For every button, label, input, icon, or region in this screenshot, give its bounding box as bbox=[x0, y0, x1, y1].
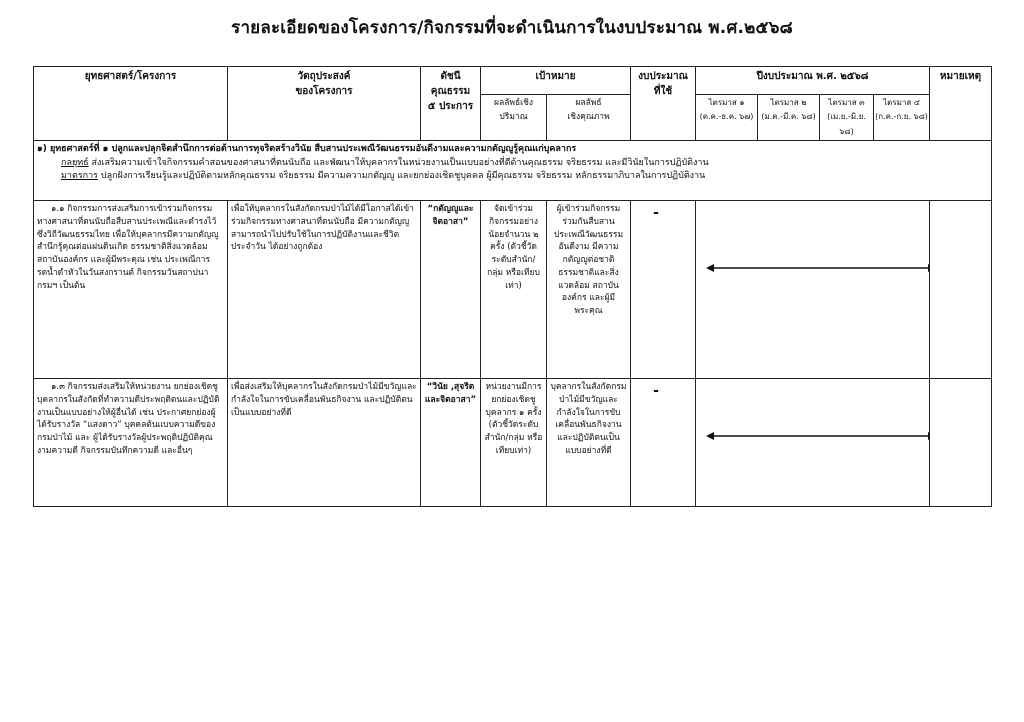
index-cell: “วินัย ,สุจริต และจิตอาสา” bbox=[421, 379, 481, 507]
header-outcome-quality: ผลลัพธ์ เชิงคุณภาพ bbox=[547, 95, 631, 141]
header-objective: วัตถุประสงค์ ของโครงการ bbox=[228, 67, 421, 141]
remarks-cell bbox=[930, 379, 992, 507]
remarks-cell bbox=[930, 201, 992, 379]
project-cell: ๑.๓ กิจกรรมส่งเสริมให้หน่วยงาน ยกย่องเชิดชูบุคลากรในสังกัดที่ทำความดีประพฤติตนและปฏิบัติงานเป็นแบบอย่างให้ผู้อื่นได้ เช่น ประกาศยกย่องผู้ได้รับรางวัล “แสงดาว” บุคคลต้นแบบความดีของกรมป่าไม้ และ ผู้ได้รับรางวัลผู้ประพฤติปฏิบัติคุณงามความดี กิจกรรมบันทึกความดี และอื่นๆ bbox=[34, 379, 228, 507]
header-quarter-1: ไตรมาส ๑ (ต.ค.-ธ.ค. ๖๗) bbox=[696, 95, 758, 141]
timeline-cell bbox=[696, 201, 930, 379]
measure-line: มาตรการ ปลูกฝังการเรียนรู้และปฏิบัติตามหลักคุณธรรม จริยธรรม มีความความกตัญญู และยกย่องเชิดชูบุคคล ผู้มีคุณธรรม จริยธรรม หลักธรรมาภิบาลในการปฏิบัติงาน bbox=[61, 171, 706, 182]
header-remarks: หมายเหตุ bbox=[930, 67, 992, 141]
header-output-quantity: ผลลัพธ์เชิง ปริมาณ bbox=[481, 95, 547, 141]
project-table bbox=[33, 66, 992, 507]
header-fiscal-year: ปีงบประมาณ พ.ศ. ๒๕๖๘ bbox=[696, 67, 930, 95]
project-cell: ๑.๑ กิจกรรมการส่งเสริมการเข้าร่วมกิจกรรมทางศาสนาที่ตนนับถือสืบสานประเพณีและดำรงไว้ซึ่งวิถีวัฒนธรรมไทย เพื่อให้บุคลากรมีความกตัญญู สำนึกรู้คุณต่อแผ่นดินเกิด ธรรมชาติสิ่งแวดล้อม สถาบันองค์กร และผู้มีพระคุณ เช่น ประเพณีการรดน้ำดำหัวในวันสงกรานต์ กิจกรรมวันสถาปนากรมฯ เป็นต้น bbox=[34, 201, 228, 379]
header-quarter-4: ไตรมาส ๔ (ก.ค.-ก.ย. ๖๘) bbox=[874, 95, 930, 141]
outcome-cell: บุคลากรในสังกัดกรมป่าไม้มีขวัญและกำลังใจในการขับเคลื่อนพันธกิจงาน และปฏิบัติตนเป็นแบบอย่างที่ดี bbox=[547, 379, 631, 507]
header-budget: งบประมาณ ที่ใช้ bbox=[631, 67, 696, 141]
header-target: เป้าหมาย bbox=[481, 67, 631, 95]
budget-cell: - bbox=[631, 379, 696, 507]
objective-cell: เพื่อให้บุคลากรในสังกัดกรมป่าไม้ได้มีโอกาสได้เข้าร่วมกิจกรรมทางศาสนาที่ตนนับถือ มีความกตัญญู สามารถนำไปปรับใช้ในการปฏิบัติงานและชีวิตประจำวัน ได้อย่างถูกต้อง bbox=[228, 201, 421, 379]
outcome-cell: ผู้เข้าร่วมกิจกรรมร่วมกันสืบสานประเพณีวัฒนธรรมอันดีงาม มีความกตัญญูต่อชาติ ธรรมชาติและสิ่งแวดล้อม สถาบันองค์กร และผู้มีพระคุณ bbox=[547, 201, 631, 379]
table-row bbox=[34, 379, 992, 507]
header-ethics-index: ดัชนี คุณธรรม ๕ ประการ bbox=[421, 67, 481, 141]
timeline-cell bbox=[696, 379, 930, 507]
timeline-arrow bbox=[706, 263, 930, 273]
table-row bbox=[34, 201, 992, 379]
strategy-section bbox=[34, 141, 992, 201]
header-quarter-3: ไตรมาส ๓ (เม.ย.-มิ.ย. ๖๘) bbox=[820, 95, 874, 141]
header-strategy-project: ยุทธศาสตร์/โครงการ bbox=[34, 67, 228, 141]
strategy-heading: ๑) ยุทธศาสตร์ที่ ๑ ปลูกและปลุกจิตสำนึกการต่อต้านการทุจริตสร้างวินัย สืบสานประเพณีวัฒนธรรมอันดีงามและความกตัญญูรู้คุณแก่บุคลากร bbox=[37, 144, 577, 155]
objective-cell: เพื่อส่งเสริมให้บุคลากรในสังกัดกรมป่าไม้มีขวัญและกำลังใจในการขับเคลื่อนพันธกิจงาน และปฏิบัติตนเป็นแบบอย่างที่ดี bbox=[228, 379, 421, 507]
page-title: รายละเอียดของโครงการ/กิจกรรมที่จะดำเนินการในงบประมาณ พ.ศ.๒๕๖๘ bbox=[231, 18, 793, 38]
index-cell: “กตัญญูและจิตอาสา” bbox=[421, 201, 481, 379]
output-cell: หน่วยงานมีการยกย่องเชิดชูบุคลากร ๑ ครั้ง (ตัวชี้วัดระดับสำนัก/กลุ่ม หรือเทียบเท่า) bbox=[481, 379, 547, 507]
header-quarter-2: ไตรมาส ๒ (ม.ค.-มี.ค. ๖๘) bbox=[758, 95, 820, 141]
timeline-arrow bbox=[706, 431, 930, 441]
budget-cell: - bbox=[631, 201, 696, 379]
output-cell: จัดเข้าร่วมกิจกรรมอย่างน้อยจำนวน ๒ ครั้ง (ตัวชี้วัดระดับสำนัก/กลุ่ม หรือเทียบเท่า) bbox=[481, 201, 547, 379]
strategy-line: กลยุทธ์ ส่งเสริมความเข้าใจกิจกรรมคำสอนของศาสนาที่ตนนับถือ และพัฒนาให้บุคลากรในหน่วยงานเป็นแบบอย่างที่ดีด้านคุณธรรม จริยธรรม และมีวินัยในการปฏิบัติงาน bbox=[61, 157, 709, 168]
